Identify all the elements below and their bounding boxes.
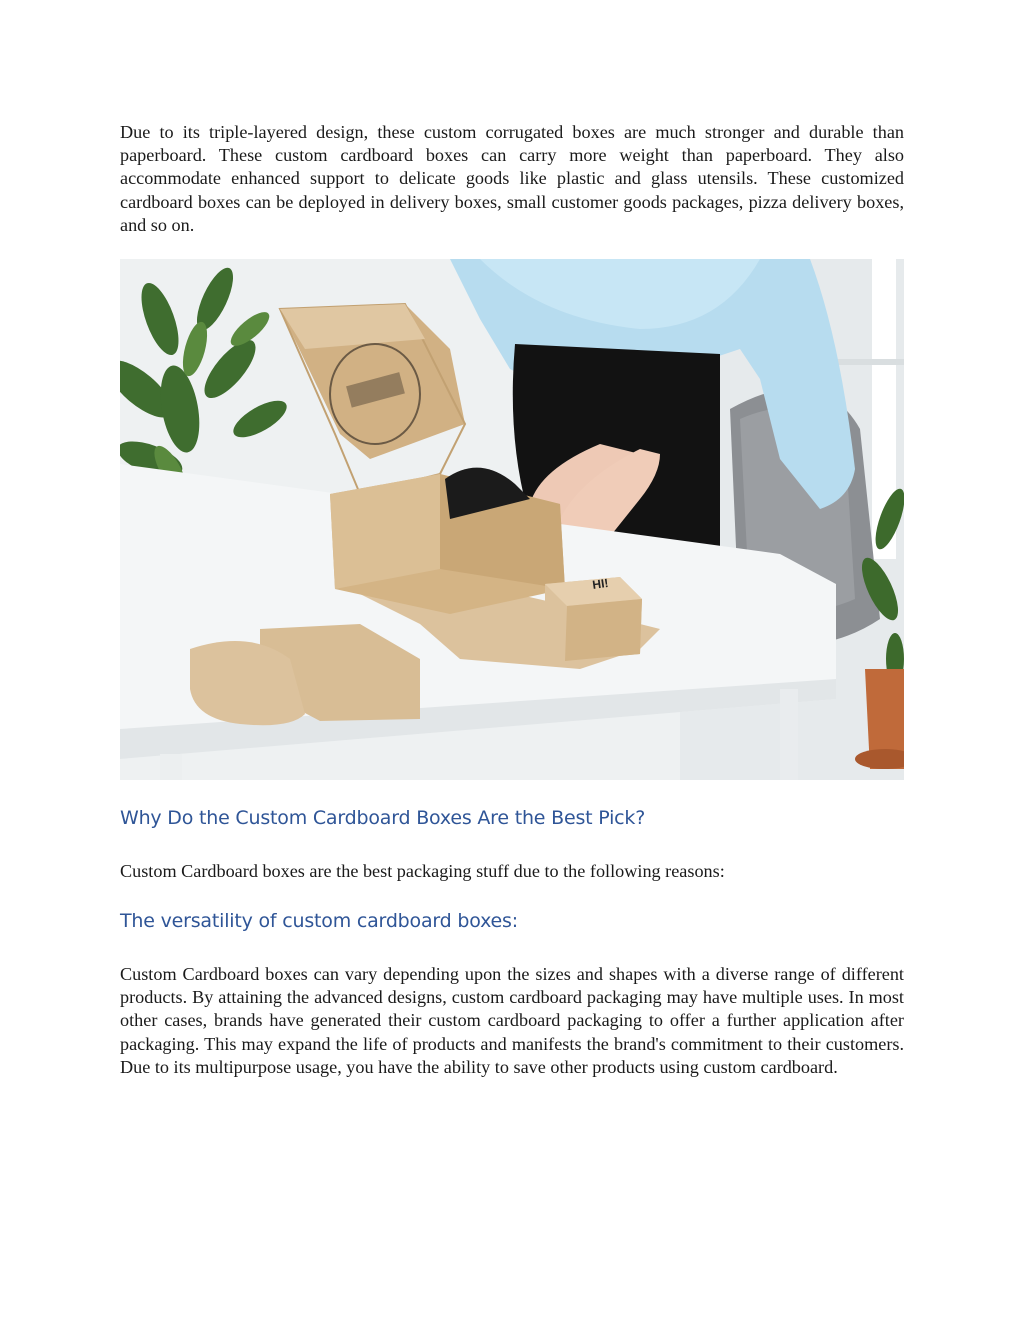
cardboard-box-photo [120, 259, 904, 780]
subheading: The versatility of custom cardboard boxes: [120, 910, 518, 932]
section-intro-paragraph: Custom Cardboard boxes are the best packaging stuff due to the following reasons: [120, 861, 725, 881]
subsection-paragraph: Custom Cardboard boxes can vary depending upon the sizes and shapes with a diverse range of different products. By attaining the advanced designs, custom cardboard packaging may have multiple uses. In most other cases, brands have generated their custom cardboard packaging to offer a further application after packaging. This may expand the life of products and manifests the brand's commitment to their customers. Due to its multipurpose usage, you have the ability to save other products using custom cardboard. [120, 964, 904, 1077]
section-heading: Why Do the Custom Cardboard Boxes Are the Best Pick? [120, 807, 646, 829]
intro-paragraph: Due to its triple-layered design, these custom corrugated boxes are much stronger and durable than paperboard. These custom cardboard boxes can carry more weight than paperboard. They also accommodate enhanced support to delicate goods like plastic and glass utensils. These customized cardboard boxes can be deployed in delivery boxes, small customer goods packages, pizza delivery boxes, and so on. [120, 122, 904, 235]
small-box-print: HI! [591, 575, 610, 592]
